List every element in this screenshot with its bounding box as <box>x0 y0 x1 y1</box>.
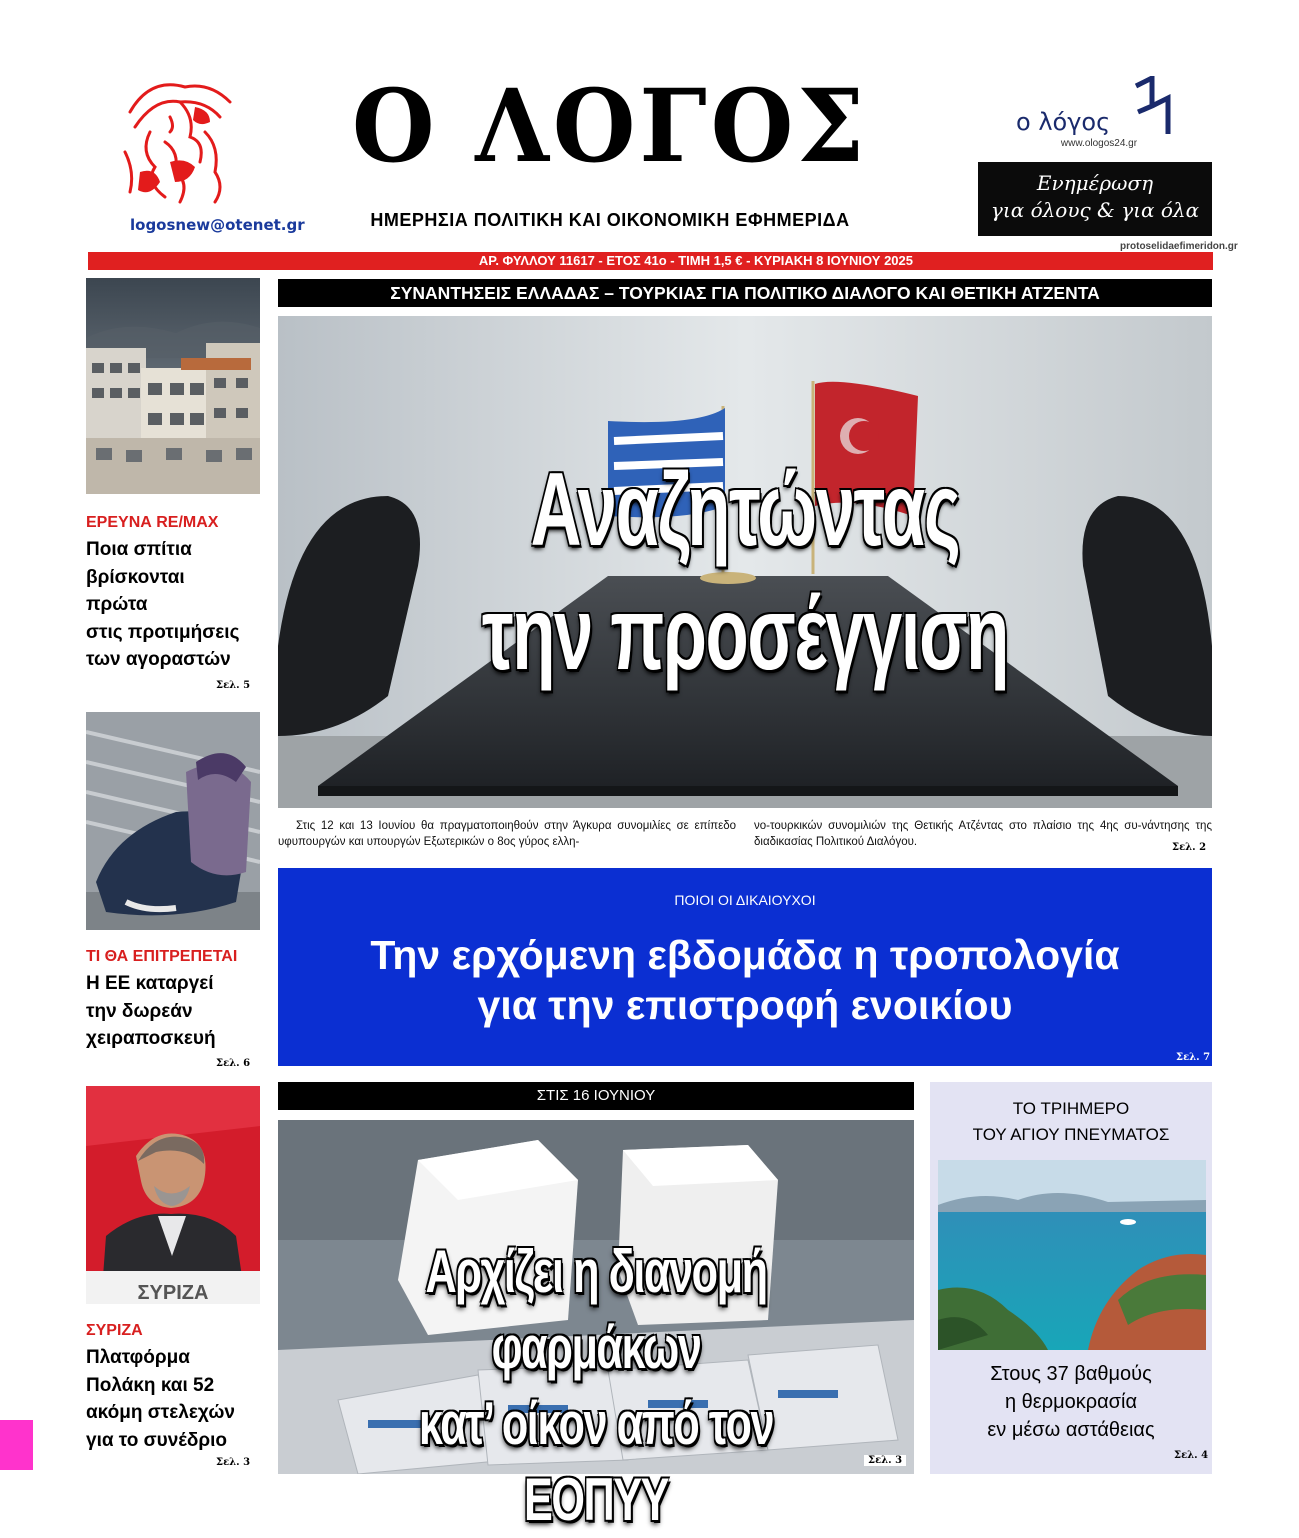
sidebar-kicker-2: ΤΙ ΘΑ ΕΠΙΤΡΕΠΕΤΑΙ <box>86 948 238 965</box>
main-headline[interactable] <box>427 448 1062 696</box>
main-body-left: Στις 12 και 13 Ιουνίου θα πραγματοποιηθούν στην Άγκυρα συνομιλίες σε επίπεδο υφυπουργών και υπουργών Εξωτερικών ο 8ος γύρος ελλη- <box>278 820 736 848</box>
rent-refund-page-ref: Σελ. 7 <box>1176 1052 1211 1063</box>
sidebar-headline-2[interactable] <box>86 970 266 1053</box>
page-ref-1: Σελ. 5 <box>216 680 251 691</box>
headline-line: εν μέσω αστάθειας <box>987 1419 1155 1441</box>
sidebar-kicker-1: ΕΡΕΥΝΑ RE/MAX <box>86 514 219 531</box>
headline-line: Η ΕΕ καταργεί <box>86 973 214 994</box>
luggage-photo <box>86 712 260 930</box>
syriza-sign-text: ΣΥΡΙΖΑ <box>137 1282 209 1304</box>
headline-line: Αρχίζει η διανομή φαρμάκων <box>425 1238 767 1381</box>
headline-line: Πολάκη και 52 <box>86 1374 215 1396</box>
color-marker <box>0 1420 33 1470</box>
slogan-box <box>978 162 1212 236</box>
headline-line: Ποια σπίτια <box>86 539 192 560</box>
main-headline-line-1: Αναζητώντας <box>530 452 960 568</box>
rent-refund-headline <box>278 930 1212 1030</box>
headline-line: για την επιστροφή ενοικίου <box>477 982 1013 1028</box>
headline-line: χειραποσκευή <box>86 1028 216 1049</box>
headline-line: Στους 37 βαθμούς <box>990 1363 1152 1385</box>
headline-line: για το συνέδριο <box>86 1429 227 1451</box>
sidebar-kicker-3: ΣΥΡΙΖΑ <box>86 1322 143 1339</box>
headline-line: η θερμοκρασία <box>1004 1391 1138 1413</box>
weather-page-ref: Σελ. 4 <box>1174 1450 1209 1461</box>
sidebar-headline-1[interactable] <box>86 536 266 674</box>
newspaper-subtitle: ΗΜΕΡΗΣΙΑ ΠΟΛΙΤΙΚΗ ΚΑΙ ΟΙΚΟΝΟΜΙΚΗ ΕΦΗΜΕΡΙΔΑ <box>370 210 850 230</box>
medicine-banner: ΣΤΙΣ 16 ΙΟΥΝΙΟΥ <box>278 1082 914 1110</box>
headline-line: την δωρεάν <box>86 1000 193 1022</box>
medicine-page-ref: Σελ. 3 <box>864 1455 906 1466</box>
headline-line: των αγοραστών <box>86 649 231 670</box>
headline-line: Την ερχόμενη εβδομάδα η τροπολογία <box>370 932 1120 978</box>
slogan-line-2: για όλους & για όλα <box>990 198 1200 222</box>
weather-headline <box>930 1360 1212 1444</box>
headline-line: στις προτιμήσεις <box>86 621 240 643</box>
medicine-headline[interactable] <box>367 1234 825 1538</box>
main-body-right: νο-τουρκικών συνομιλιών της Θετικής Ατζέντας στο πλαίσιο της 4ης συ-νάντησης της διαδικασίας Πολιτικού Διαλόγου. <box>754 820 1212 848</box>
apartments-photo <box>86 278 260 494</box>
rent-refund-kicker: ΠΟΙΟΙ ΟΙ ΔΙΚΑΙΟΥΧΟΙ <box>674 892 816 908</box>
headline-line: βρίσκονται <box>86 566 185 588</box>
contact-email: logosnew@otenet.gr <box>130 216 305 234</box>
slogan-line-1: Ενημέρωση <box>1036 171 1154 195</box>
newspaper-title: Ο ΛΟΓΟΣ <box>351 67 869 185</box>
issue-line: ΑΡ. ΦΥΛΛΟΥ 11617 - ΕΤΟΣ 41ο - ΤΙΜΗ 1,5 € - ΚΥΡΙΑΚΗ 8 ΙΟΥΝΙΟΥ 2025 <box>478 253 913 268</box>
page-ref-2: Σελ. 6 <box>216 1058 251 1069</box>
headline-line: Πλατφόρμα <box>86 1347 190 1368</box>
kicker-line: ΤΟ ΤΡΙΗΜΕΡΟ <box>1012 1099 1130 1118</box>
headline-line: πρώτα <box>86 594 148 615</box>
seaside-photo <box>938 1160 1206 1350</box>
ologos24-brand: ο λόγος <box>1016 108 1111 136</box>
sidebar-headline-3[interactable] <box>86 1344 266 1454</box>
source-watermark: protoselidaefimeridon.gr <box>1120 241 1238 252</box>
headline-line: κατ’ οίκον από τον ΕΟΠΥΥ <box>418 1390 774 1533</box>
main-story-banner: ΣΥΝΑΝΤΗΣΕΙΣ ΕΛΛΑΔΑΣ – ΤΟΥΡΚΙΑΣ ΓΙΑ ΠΟΛΙΤΙΚΟ ΔΙΑΛΟΓΟ ΚΑΙ ΘΕΤΙΚΗ ΑΤΖΕΝΤΑ <box>278 279 1212 307</box>
main-page-ref: Σελ. 2 <box>1172 842 1207 853</box>
main-headline-line-2: την προσέγγιση <box>482 576 1008 692</box>
headline-line: ακόμη στελεχών <box>86 1402 235 1423</box>
weather-kicker <box>930 1096 1212 1148</box>
number-24-icon <box>1130 76 1174 136</box>
page-ref-3: Σελ. 3 <box>216 1457 251 1468</box>
politician-photo <box>86 1086 260 1304</box>
kicker-line: ΤΟΥ ΑΓΙΟΥ ΠΝΕΥΜΑΤΟΣ <box>972 1125 1170 1144</box>
ologos24-url[interactable]: www.ologos24.gr <box>1060 138 1138 149</box>
newspaper-emblem-icon <box>110 72 250 212</box>
